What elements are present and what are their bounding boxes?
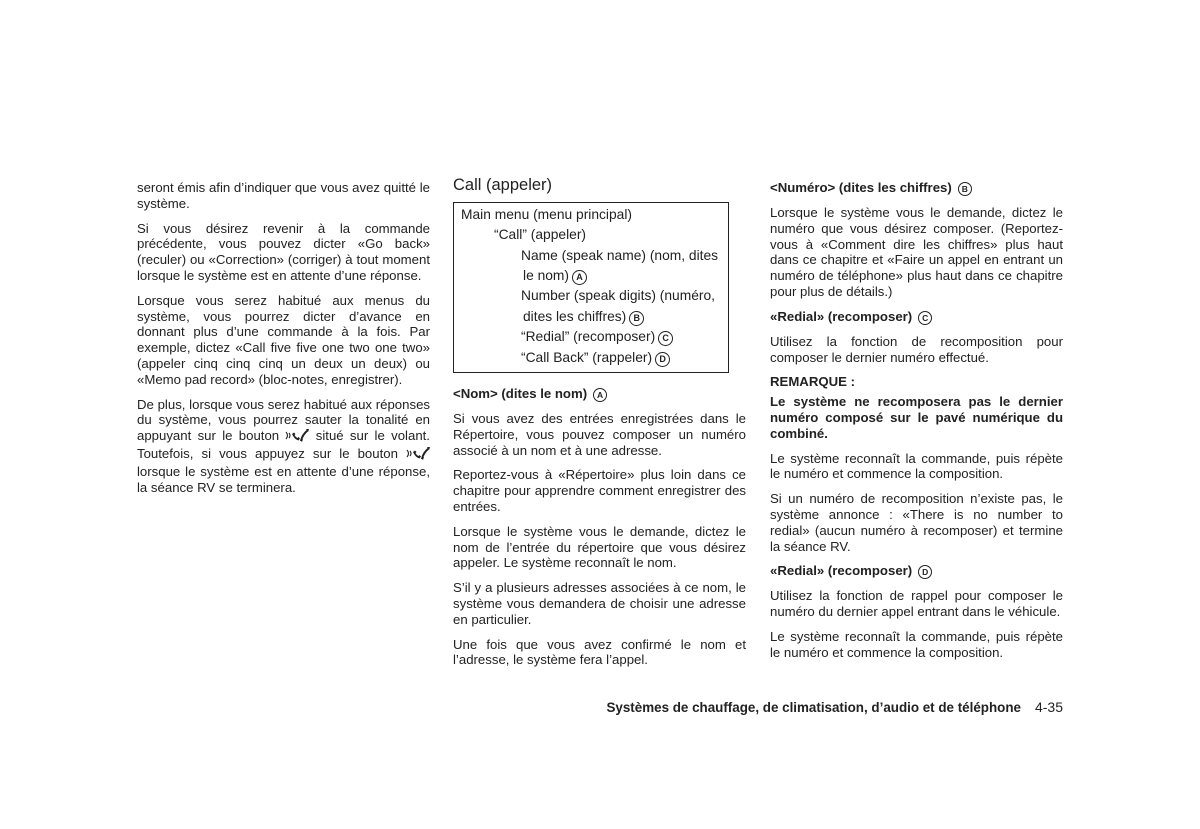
paragraph: S’il y a plusieurs adresses associées à ce nom, le système vous demandera de choisir une adresse en particulier. <box>453 580 746 627</box>
voice-phone-icon <box>406 447 430 464</box>
marker-b-icon: B <box>629 311 644 326</box>
menu-line-call: “Call” (appeler) <box>494 227 587 243</box>
marker-d-icon: D <box>655 352 670 367</box>
marker-c-icon: C <box>918 311 932 325</box>
page-number: 4-35 <box>1034 699 1063 715</box>
text-segment: situé sur le volant. Toutefois, si vous appuyez sur le bouton <box>137 428 430 461</box>
text-segment: De plus, lorsque vous serez habitué aux réponses du système, vous pourrez sauter la tonalité en appuyant sur le bouton <box>137 396 430 444</box>
marker-a-icon: A <box>593 388 607 402</box>
marker-c-icon: C <box>658 331 673 346</box>
paragraph: Si un numéro de recomposition n’existe pas, le système annonce : «There is no number to redial» (aucun numéro à recomposer) et termine la séance RV. <box>770 491 1063 554</box>
subheading-text: «Redial» (recomposer) <box>770 308 913 324</box>
menu-line-number: Number (speak digits) (numéro, <box>521 288 715 304</box>
paragraph: Lorsque le système vous le demande, dictez le numéro que vous désirez composer. (Reportez-vous à «Comment dire les chiffres» plus haut dans ce chapitre et «Faire un appel en entrant un numéro de téléphone» plus haut dans ce chapitre pour plus de détails.) <box>770 205 1063 299</box>
chapter-title: Systèmes de chauffage, de climatisation, d’audio et de téléphone <box>606 700 1021 715</box>
column-left <box>137 180 430 504</box>
paragraph: Utilisez la fonction de recomposition pour composer le dernier numéro effectué. <box>770 333 1063 365</box>
subheading-text: «Redial» (recomposer) <box>770 563 913 579</box>
paragraph: Reportez-vous à «Répertoire» plus loin dans ce chapitre pour apprendre comment enregistrer des entrées. <box>453 467 746 515</box>
paragraph: Le système reconnaît la commande, puis répète le numéro et commence la composition. <box>770 628 1063 660</box>
paragraph: Lorsque vous serez habitué aux menus du système, vous pourrez dicter d’avance en donnant plus d’une commande à la fois. Par exemple, dictez «Call five five one two one two» (appeler cinq cinq cinq un deux un deux) ou «Memo pad record» (bloc-notes, enregistrer). <box>137 292 430 387</box>
note-title: REMARQUE : <box>770 374 855 390</box>
menu-line-main: Main menu (menu principal) <box>461 206 632 222</box>
paragraph: Le système reconnaît la commande, puis répète le numéro et commence la composition. <box>770 450 1063 482</box>
column-right <box>770 180 1063 670</box>
note-text: Le système ne recomposera pas le dernier numéro composé sur le pavé numérique du combiné. <box>770 394 1063 441</box>
text-segment: lorsque le système est en attente d’une réponse, la séance RV se terminera. <box>137 463 430 495</box>
menu-line-number-cont <box>461 307 722 327</box>
menu-line-name-cont <box>461 266 722 286</box>
subheading-nom <box>453 386 746 402</box>
paragraph: Si vous désirez revenir à la commande précédente, vous pouvez dicter «Go back» (reculer) ou «Correction» (corriger) à tout moment lorsque le système est en attente d’une réponse. <box>137 220 430 283</box>
menu-tree-box <box>453 202 729 373</box>
menu-text: “Redial” (recomposer) <box>521 329 656 345</box>
paragraph: Utilisez la fonction de rappel pour composer le numéro du dernier appel entrant dans le véhicule. <box>770 588 1063 620</box>
menu-text: le nom) <box>523 268 570 284</box>
marker-a-icon: A <box>572 270 587 285</box>
page-footer <box>560 699 1063 715</box>
menu-text: dites les chiffres) <box>523 308 627 324</box>
menu-line-callback <box>461 348 722 368</box>
column-middle <box>453 178 746 677</box>
paragraph: Une fois que vous avez confirmé le nom et l’adresse, le système fera l’appel. <box>453 636 746 668</box>
subheading-text: <Nom> (dites le nom) <box>453 386 588 402</box>
marker-b-icon: B <box>958 182 972 196</box>
marker-d-icon: D <box>918 565 932 579</box>
subheading-numero <box>770 180 1063 196</box>
menu-text: “Call Back” (rappeler) <box>521 349 653 365</box>
paragraph: Lorsque le système vous le demande, dictez le nom de l’entrée du répertoire que vous désirez appeler. Le système reconnaît le nom. <box>453 523 746 571</box>
paragraph-steering-button <box>137 397 430 496</box>
paragraph: Si vous avez des entrées enregistrées dans le Répertoire, vous pouvez composer un numéro associé à un nom et à une adresse. <box>453 411 746 458</box>
section-title: Call (appeler) <box>453 176 553 194</box>
menu-line-name: Name (speak name) (nom, dites <box>521 247 719 263</box>
subheading-redial <box>770 309 1063 325</box>
subheading-text: <Numéro> (dites les chiffres) <box>770 180 952 195</box>
paragraph: seront émis afin d’indiquer que vous avez quitté le système. <box>137 180 430 211</box>
menu-line-redial <box>461 327 722 347</box>
voice-phone-icon <box>285 429 309 446</box>
subheading-callback <box>770 563 1063 579</box>
